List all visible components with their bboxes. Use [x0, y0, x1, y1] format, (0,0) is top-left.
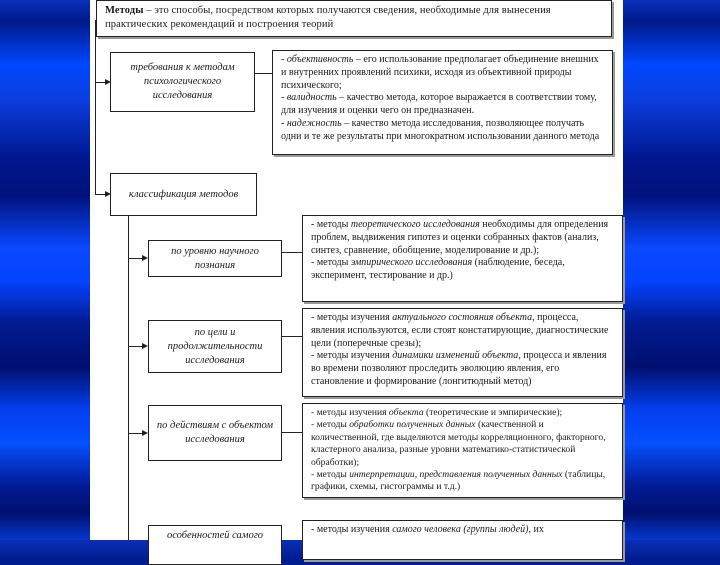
group-label: по уровню научного познания [171, 245, 259, 271]
method-term: теоретического исследования [350, 219, 480, 230]
requirement-term: надежность [286, 117, 342, 129]
classification-label-box [110, 173, 257, 216]
group-description-box: - методы теоретического исследования необходимы для определения проблем, выдвижения гипотез и оценки собранных фактов (анализ, синтез, сравнение, обобщение, моделирование и др.); - методы эмпирического исследования (наблюдение, беседа, эксперимент, тестирование и др.) [302, 215, 623, 302]
group-label: по действиям с объектом исследования [156, 420, 274, 445]
group-label-box [148, 405, 282, 461]
connector-line [255, 73, 272, 74]
connector-line [282, 432, 302, 433]
group-description-box: - методы изучения объекта (теоретические и эмпирические); - методы обработки полученных данных (качественной и количественной, где выделяются методы корреляционного, факторного, кластерного анализа, разные уровни математико-статистической обработки); - методы интерпретации, представления полученных данных (таблицы, графики, схемы, гистограммы и т.д.) [302, 403, 623, 498]
document-page [90, 0, 623, 540]
method-term: эмпирического исследования [350, 257, 473, 269]
connector-line [282, 252, 302, 253]
requirements-label-box [110, 52, 255, 112]
requirements-description-box [272, 50, 613, 155]
group-label-box [148, 240, 282, 277]
requirement-item: - надежность – качество метода исследования, позволяющее получать одни и те же результаты при многократном использовании данного метода [281, 117, 600, 142]
requirement-term: валидность [286, 92, 337, 104]
method-term: обработки полученных данных [349, 419, 476, 431]
definition-text: – это способы, посредством которых получаются сведения, необходимые для вынесения практических рекомендаций и построения теорий [105, 5, 551, 30]
definition-term: Методы [105, 5, 144, 16]
group-label-box [148, 320, 282, 373]
requirement-term: объективность [286, 54, 354, 65]
classification-label: классификация методов [128, 188, 239, 200]
method-term: интерпретации, представления полученных данных [349, 469, 563, 481]
connector-line [128, 346, 142, 347]
group-label-box [148, 525, 282, 565]
requirements-label: требования к методам психологического исследования [130, 62, 235, 101]
method-term: объекта [388, 407, 424, 418]
method-term: динамики изменений объекта [392, 350, 519, 362]
connector-line [95, 20, 96, 194]
connector-line [282, 336, 302, 337]
connector-line [128, 433, 142, 434]
requirement-item: - валидность – качество метода, которое выражается в соответствии тому, для изучения и оценки чего он предназначен. [281, 92, 597, 117]
requirement-item: - объективность – его использование предполагает объединение внешних и внутренних проявлений психики, исходя из объективной природы психического; [281, 54, 599, 91]
group-label: по цели и продолжительности исследования [167, 326, 263, 366]
group-label: особенностей самого [166, 530, 264, 541]
connector-line [128, 216, 129, 540]
connector-line [128, 258, 142, 259]
method-term: актуального состояния объекта [392, 312, 533, 323]
group-description-box: - методы изучения актуального состояния объекта, процесса, явления используются, если стоят констатирующие, диагностические цели (поперечные срезы); - методы изучения динамики изменений объекта, процесса и явления во времени позволяют проследить эволюцию явления, его становление и формирование (лонгитюдный метод) [302, 308, 623, 397]
methods-definition-box [96, 0, 612, 37]
method-term: самого человека (группы людей) [392, 524, 529, 535]
group-description-box: - методы изучения самого человека (группы людей), их [302, 520, 623, 560]
